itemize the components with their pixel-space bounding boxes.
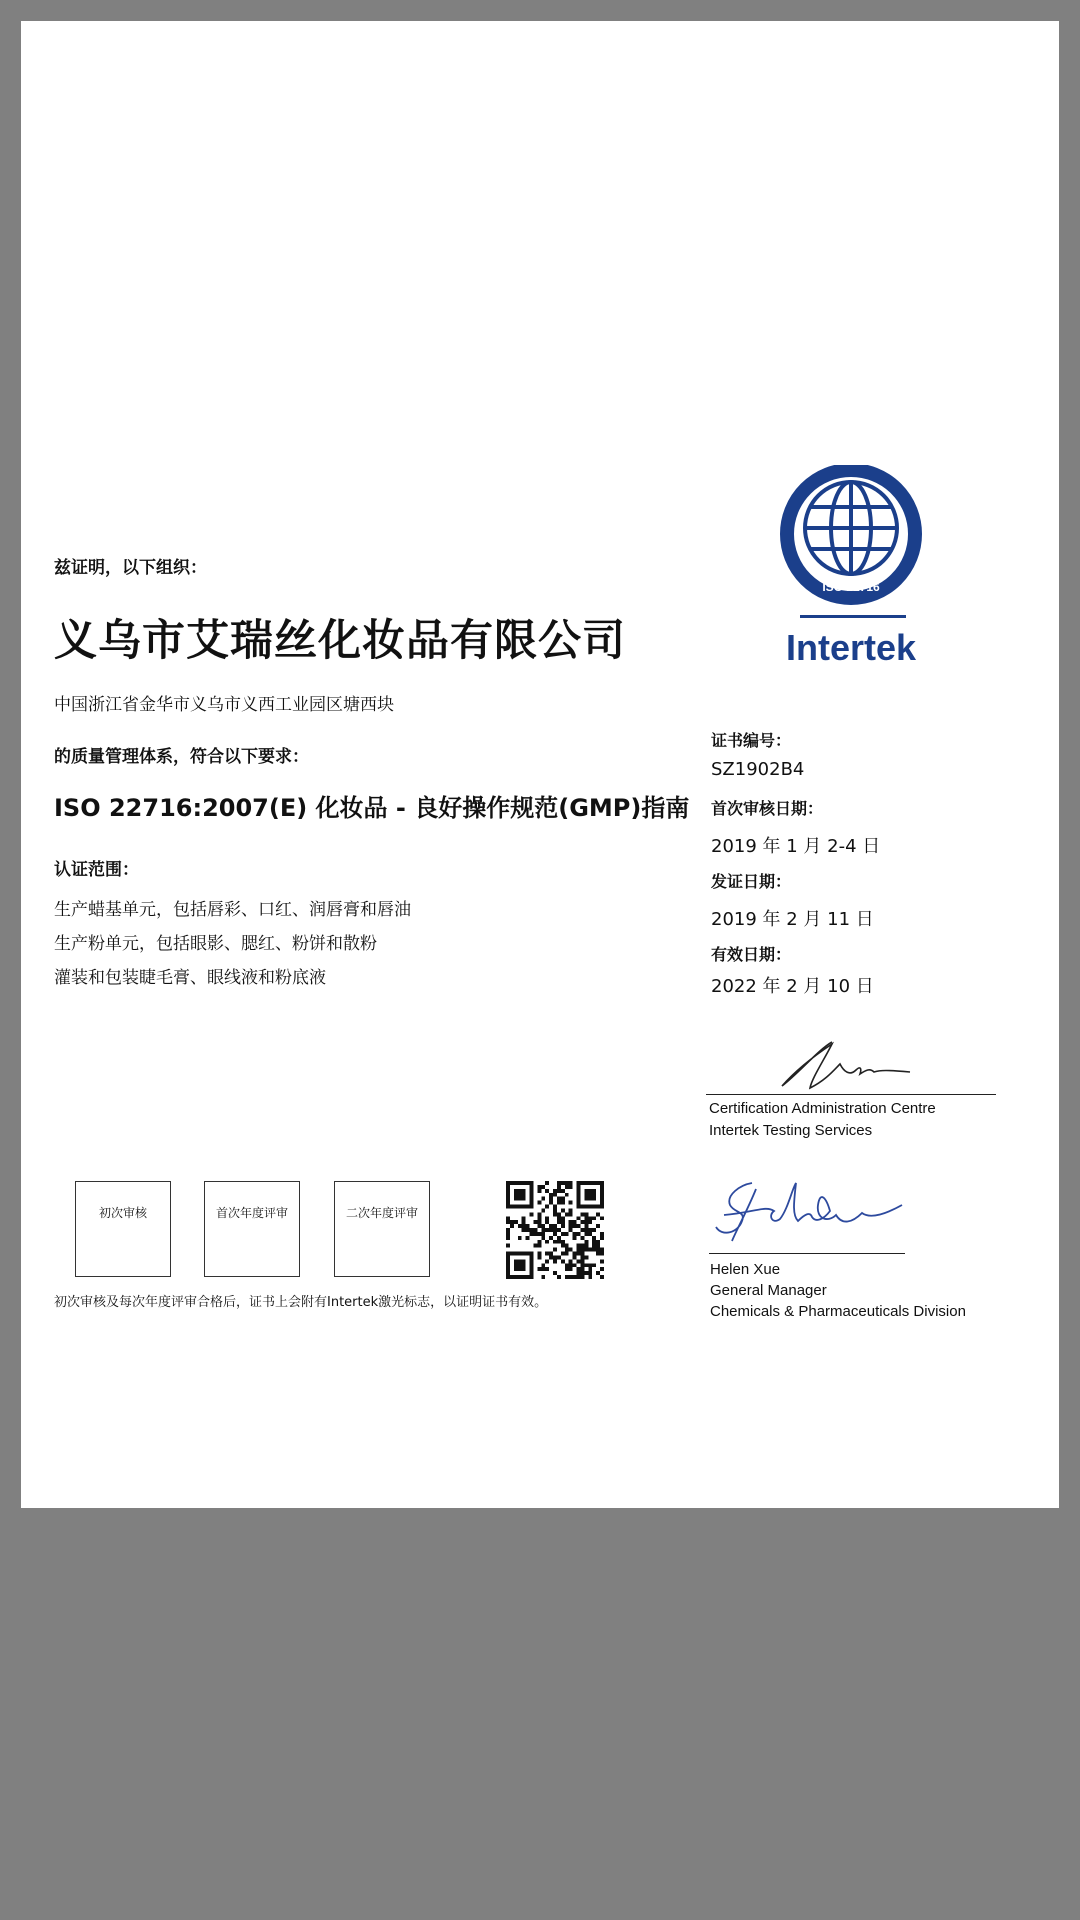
qr-code-icon [506,1181,604,1279]
issue-date: 2019 年 2 月 11 日 [711,909,874,930]
audit-box-first-annual [204,1181,300,1277]
scope-list [54,893,411,995]
audit-box-label: 初次审核 [98,1206,147,1220]
signature-line [709,1253,905,1254]
centre-name: Certification Administration Centre [709,1100,936,1117]
cert-number: SZ1902B4 [711,759,805,780]
centre-org: Intertek Testing Services [709,1122,873,1139]
scope-item: 生产蜡基单元，包括唇彩、口红、润唇膏和唇油 [54,900,411,920]
cert-number-label: 证书编号： [711,731,792,750]
manager-title: General Manager [710,1282,827,1299]
first-audit-label: 首次审核日期： [711,799,824,818]
issue-date-label: 发证日期： [711,872,792,891]
certify-intro: 兹证明，以下组织： [54,558,207,578]
first-audit-date: 2019 年 1 月 2-4 日 [711,836,881,857]
company-address: 中国浙江省金华市义乌市义西工业园区塘西块 [54,695,394,715]
signature-line [706,1094,996,1095]
scope-label: 认证范围： [54,860,139,880]
audit-box-initial [75,1181,171,1277]
manager-name: Helen Xue [710,1261,781,1278]
centre-signature [770,1030,930,1092]
logo-brand-text: Intertek [785,627,917,668]
scope-item: 灌装和包装睫毛膏、眼线液和粉底液 [54,968,326,988]
audit-box-label: 首次年度评审 [215,1206,288,1220]
valid-date: 2022 年 2 月 10 日 [711,976,874,997]
standard-title: ISO 22716:2007(E) 化妆品 - 良好操作规范(GMP)指南 [54,794,690,822]
quality-statement: 的质量管理体系，符合以下要求： [54,747,309,767]
manager-signature [712,1175,908,1251]
audit-box-label: 二次年度评审 [345,1206,418,1220]
logo-badge-text: ISO 22716 [822,580,880,594]
audit-box-second-annual [334,1181,430,1277]
company-name: 义乌市艾瑞丝化妆品有限公司 [54,616,626,666]
valid-date-label: 有效日期： [711,945,792,964]
intertek-logo [776,465,926,675]
scope-item: 生产粉单元，包括眼影、腮红、粉饼和散粉 [54,934,377,954]
footnote: 初次审核及每次年度评审合格后，证书上会附有Intertek激光标志，以证明证书有效。 [54,1295,548,1310]
manager-division: Chemicals & Pharmaceuticals Division [710,1303,966,1320]
